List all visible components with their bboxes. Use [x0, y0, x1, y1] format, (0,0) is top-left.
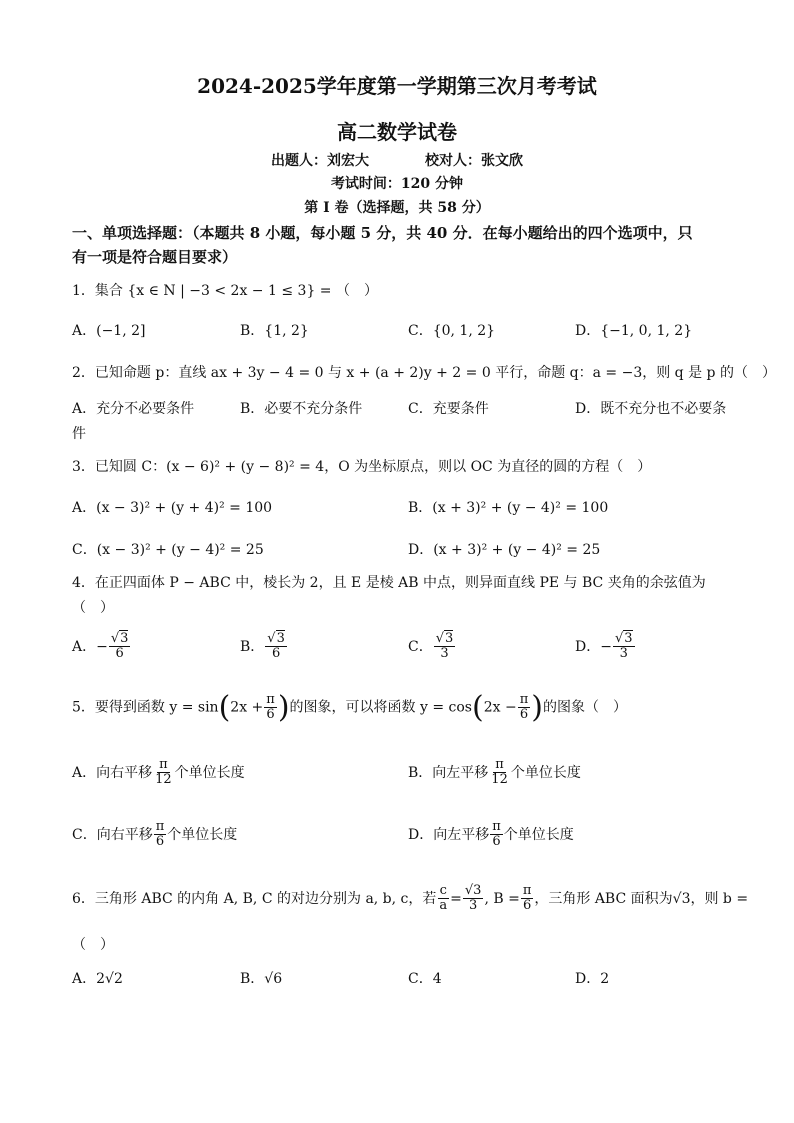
numerator: c [439, 883, 447, 898]
option-letter: D． [575, 638, 601, 655]
exam-subtitle: 高二数学试卷 [337, 120, 457, 144]
question-5-option-a [72, 758, 245, 788]
radicand: 3 [624, 631, 633, 646]
radicand: 3 [120, 631, 129, 646]
numerator: √3 [464, 883, 482, 898]
volume-label: 第 I 卷（选择题，共 58 分） [304, 200, 490, 216]
question-2-option-d-wrap: 件 [72, 426, 86, 442]
denominator: 12 [155, 772, 172, 788]
radicand: 3 [445, 631, 454, 646]
question-3-option-c: C．(x − 3)² + (y − 4)² = 25 [72, 542, 264, 558]
argument: 2x − [483, 699, 517, 716]
option-text: C．向右平移 [72, 826, 153, 843]
pi-symbol: π [495, 757, 504, 772]
question-4-stem-line1: 4．在正四面体 P − ABC 中，棱长为 2，且 E 是棱 AB 中点，则异面直线 PE 与 BC 夹角的余弦值为 [72, 575, 706, 591]
question-6-option-c: C．4 [408, 971, 442, 987]
option-letter: A． [72, 638, 97, 655]
option-text: D．向左平移 [408, 826, 490, 843]
stem-part: 5．要得到函数 y = sin [72, 699, 219, 716]
question-6-option-a: A．2√2 [72, 971, 123, 987]
denominator: 3 [440, 646, 449, 662]
stem-part: 6．三角形 ABC 的内角 A, B, C 的对边分别为 a, b, c，若 [72, 890, 437, 907]
question-6-stem [72, 884, 748, 914]
equals-sign: = [450, 890, 462, 907]
exam-authors: 出题人：刘宏大 校对人：张文欣 [271, 153, 523, 169]
question-4-option-a: A．− $\frac{√3}{6}$ [72, 631, 129, 662]
question-6-option-b: B．√6 [240, 971, 283, 987]
question-4-option-b: B． $\frac{√3}{6}$ [240, 631, 285, 662]
pi-symbol: π [155, 819, 165, 834]
question-1-option-c: C．{0, 1, 2} [408, 323, 496, 339]
stem-part: 的图象（ ） [542, 699, 627, 716]
exam-title: 2024-2025学年度第一学期第三次月考考试 [197, 74, 597, 98]
sign: − [96, 638, 108, 655]
pi-symbol: π [519, 691, 529, 707]
denominator: 6 [266, 707, 275, 722]
question-4-option-c: C． $\frac{√3}{3}$ [408, 631, 454, 662]
denominator: a [439, 898, 448, 914]
denominator: 6 [519, 707, 529, 722]
question-1-option-b: B．{1, 2} [240, 323, 309, 339]
question-1-stem: 1．集合 {x ∈ N | −3 < 2x − 1 ≤ 3} = （ ） [72, 283, 378, 299]
denominator: 6 [492, 834, 501, 850]
denominator: 6 [115, 646, 124, 662]
denominator: 3 [469, 898, 478, 914]
stem-part: , B = [484, 890, 520, 907]
denominator: 6 [271, 646, 281, 662]
question-2-option-d: D．既不充分也不必要条 [575, 401, 727, 417]
stem-part: ，则 b = [690, 890, 749, 907]
denominator: 6 [522, 898, 532, 914]
question-3-stem: 3．已知圆 C：(x − 6)² + (y − 8)² = 4，O 为坐标原点，则以 OC 为直径的圆的方程（ ） [72, 459, 652, 475]
sqrt-value: √3 [672, 890, 691, 907]
argument: 2x + [230, 699, 264, 716]
radicand: 3 [276, 631, 285, 646]
pi-symbol: π [266, 691, 275, 707]
question-5-option-b [408, 758, 581, 788]
question-3-option-b: B．(x + 3)² + (y − 4)² = 100 [408, 500, 609, 516]
numerator: π [522, 883, 532, 898]
denominator: 3 [619, 646, 628, 662]
question-3-option-d: D．(x + 3)² + (y − 4)² = 25 [408, 542, 601, 558]
question-5-option-d [408, 820, 574, 850]
question-5-stem: 5．要得到函数 y = sin(2x + $\frac{\pi}{6}$ )的图象，可以将函数 y = cos(2x − $\frac{\pi}{6}$ )的图象（ ） [72, 690, 627, 725]
question-4-stem-line2: （ ） [72, 600, 114, 616]
section-heading-line1: 一、单项选择题：（本题共 8 小题，每小题 5 分，共 40 分．在每小题给出的四个选项中，只 [72, 224, 693, 242]
stem-part: ，三角形 ABC 面积为 [534, 890, 673, 907]
section-heading-line2: 有一项是符合题目要求） [72, 248, 238, 266]
question-1-option-d: D．{−1, 0, 1, 2} [575, 323, 693, 339]
question-3-option-a: A．(x − 3)² + (y + 4)² = 100 [72, 500, 273, 516]
option-text: A．向右平移 [72, 764, 153, 781]
question-2-option-a: A．充分不必要条件 [72, 401, 195, 417]
question-5-option-c [72, 820, 237, 850]
option-letter: C． [408, 638, 433, 655]
stem-part: 的图象，可以将函数 y = cos [289, 699, 472, 716]
option-letter: B． [240, 638, 265, 655]
pi-symbol: π [159, 757, 168, 772]
question-4-option-d: D．− $\frac{√3}{3}$ [575, 631, 633, 662]
exam-time: 考试时间：120 分钟 [330, 176, 464, 192]
question-2-stem: 2．已知命题 p：直线 ax + 3y − 4 = 0 与 x + (a + 2)y + 2 = 0 平行，命题 q：a = −3，则 q 是 p 的（ ） [72, 365, 776, 381]
denominator: 12 [491, 772, 508, 788]
sign: − [600, 638, 612, 655]
option-text: B．向左平移 [408, 764, 489, 781]
question-2-option-b: B．必要不充分条件 [240, 401, 363, 417]
question-1-option-a: A．(−1, 2] [72, 323, 146, 339]
unit-text: 个单位长度 [167, 826, 238, 843]
unit-text: 个单位长度 [503, 826, 574, 843]
denominator: 6 [155, 834, 165, 850]
question-6-stem-line2: （ ） [72, 937, 114, 953]
pi-symbol: π [492, 819, 501, 834]
question-2-option-c: C．充要条件 [408, 401, 489, 417]
unit-text: 个单位长度 [174, 764, 245, 781]
question-6-option-d: D．2 [575, 971, 610, 987]
unit-text: 个单位长度 [510, 764, 581, 781]
